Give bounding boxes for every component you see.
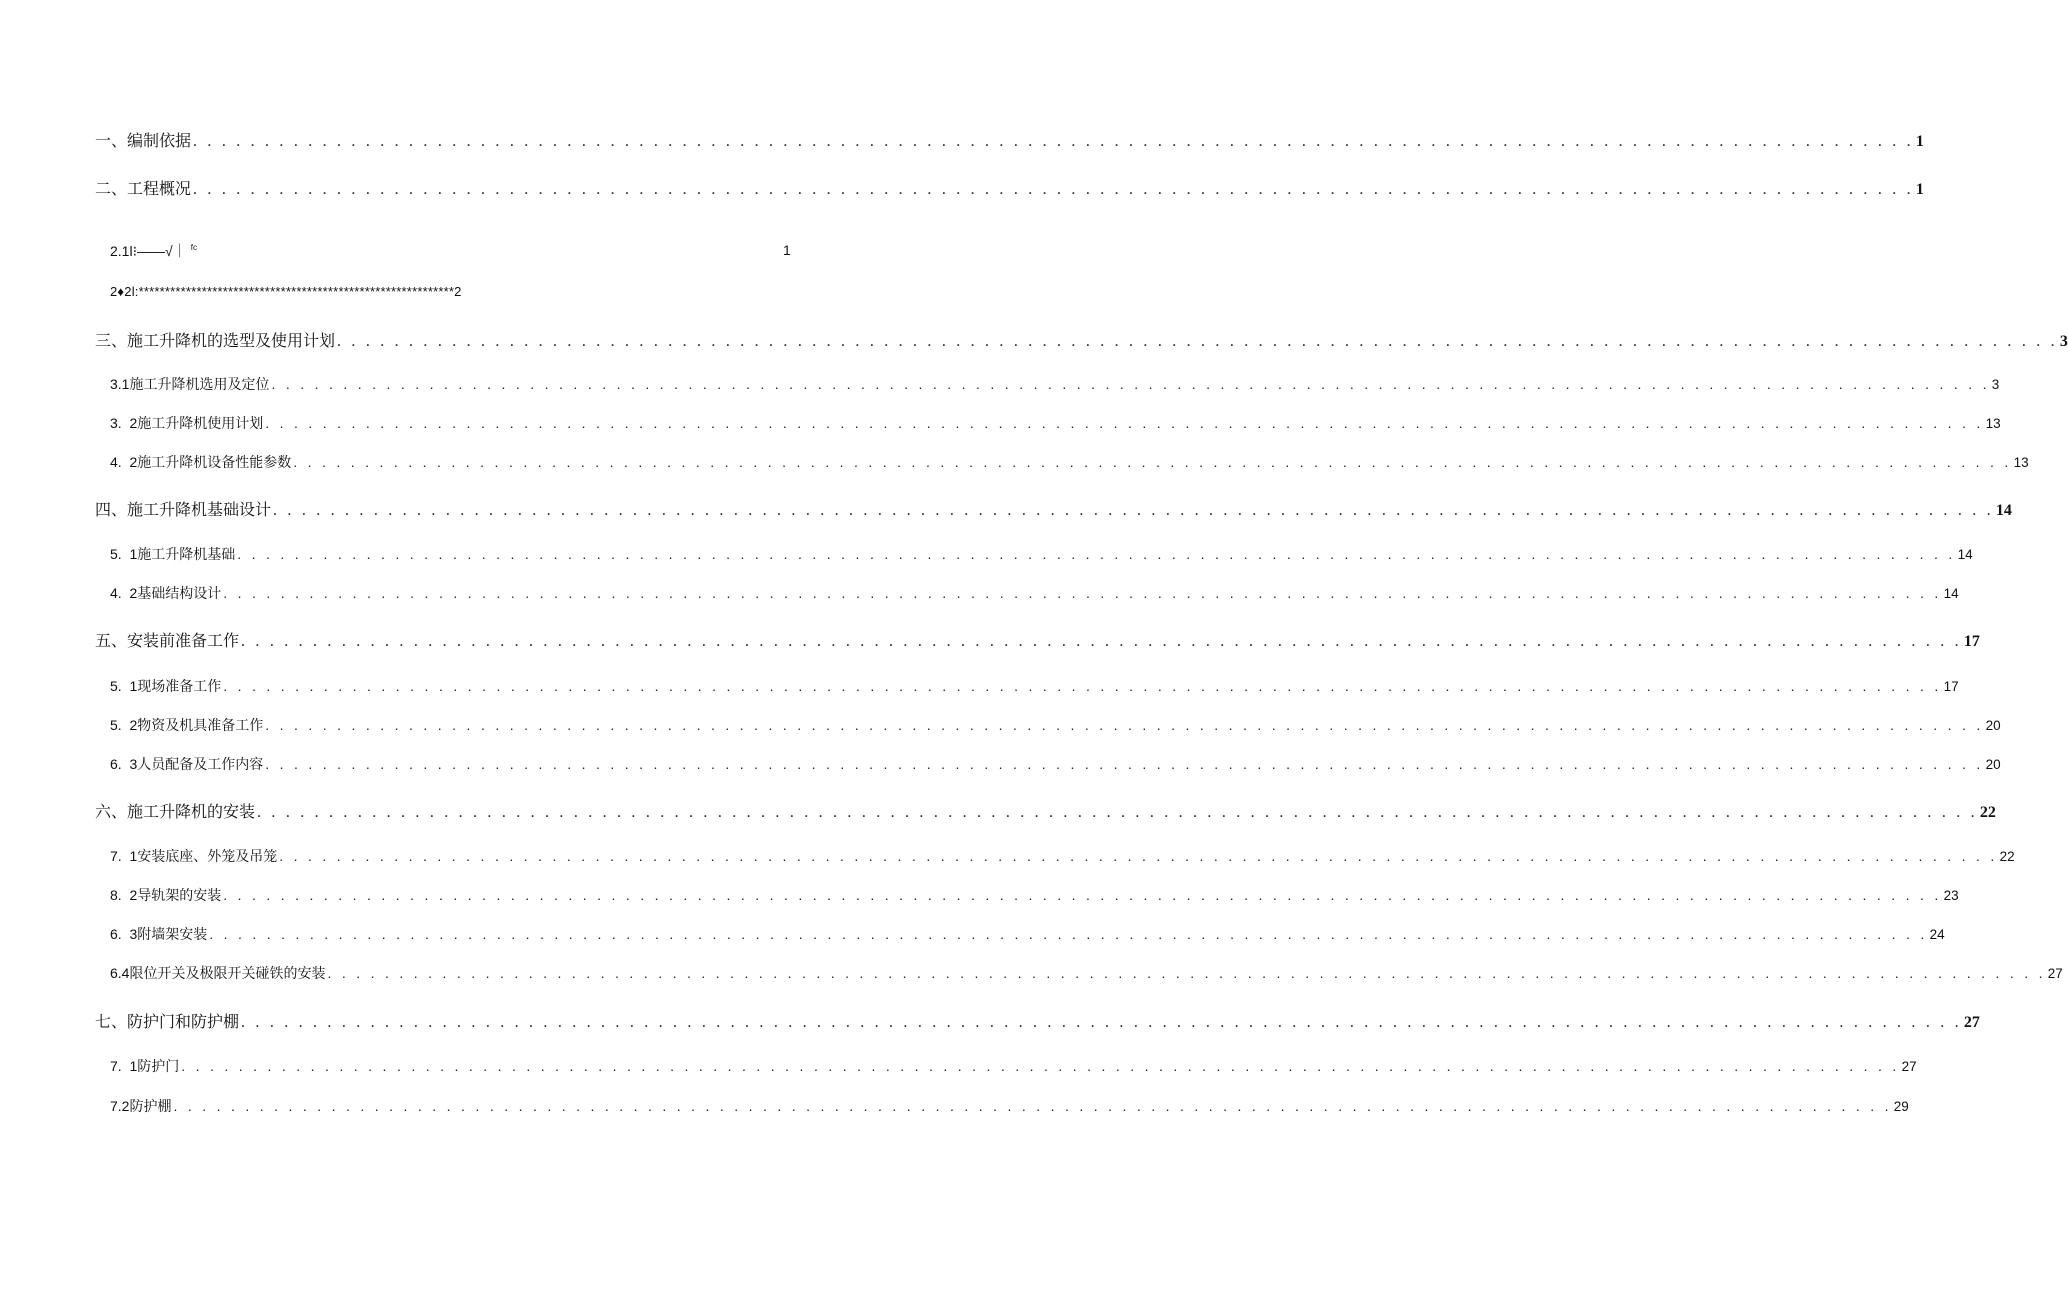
toc-entry-garbled-2-2[interactable]: 2♦2l:************************************************************2	[110, 284, 462, 299]
toc-entry-section[interactable]	[0, 1056, 1917, 1076]
toc-leader: . . . . . . . . . . . . . . . . . . . . . . . . . . . . . . . . . . . . . . . . . . . . . . . . . . . . . . . . . . . . . . . . . . . . . . . . . . . . . . . . . . . . . . . . . . . . . . . . . . . . . . . . . . . . . . . . . . . . . . . .	[337, 333, 2058, 350]
toc-page-number: 14	[1943, 586, 1959, 601]
toc-leader: . . . . . . . . . . . . . . . . . . . . . . . . . . . . . . . . . . . . . . . . . . . . . . . . . . . . . . . . . . . . . . . . . . . . . . . . . . . . . . . . . . . . . . . . . . . . . . . . . . . . . . . . . . . . . . . . . . . . . . . .	[241, 1014, 1962, 1031]
garbled-mark: ⁝——√｜	[132, 243, 187, 259]
toc-leader: . . . . . . . . . . . . . . . . . . . . . . . . . . . . . . . . . . . . . . . . . . . . . . . . . . . . . . . . . . . . . . . . . . . . . . . . . . . . . . . . . . . . . . . . . . . . . . . . . . . . . . . . . . . . . . . . . . . . . . . .	[273, 502, 1994, 519]
garbled-text: 2.1l	[110, 243, 133, 259]
toc-entry-title: 5. 1现场准备工作	[110, 678, 222, 694]
toc-entry-title: 7. 1安装底座、外笼及吊笼	[110, 848, 278, 864]
toc-entry-section[interactable]	[0, 544, 1973, 564]
toc-page-number: 13	[2013, 455, 2029, 470]
toc-page-number: 22	[1999, 849, 2015, 864]
toc-leader: . . . . . . . . . . . . . . . . . . . . . . . . . . . . . . . . . . . . . . . . . . . . . . . . . . . . . . . . . . . . . . . . . . . . . . . . . . . . . . . . . . . . . . . . . . . . . . . . . . . . . . . . . . . . . . . . . . . . . . . .	[193, 181, 1914, 198]
toc-entry-chapter-3[interactable]	[0, 328, 2068, 351]
toc-leader: . . . . . . . . . . . . . . . . . . . . . . . . . . . . . . . . . . . . . . . . . . . . . . . . . . . . . . . . . . . . . . . . . . . . . . . . . . . . . . . . . . . . . . . . . . . . . . . . . . . . . . . . . . . . . . . . . . . . . . . .	[271, 376, 1990, 392]
toc-entry-title: 一、编制依据	[95, 131, 192, 150]
toc-entry-title: 六、施工升降机的安装	[95, 802, 256, 821]
toc-entry-title: 三、施工升降机的选型及使用计划	[95, 331, 336, 350]
toc-entry-title: 8. 2导轨架的安装	[110, 887, 222, 903]
toc-entry-section[interactable]	[0, 754, 2001, 774]
toc-page-number: 1	[783, 242, 791, 258]
toc-entry-title: 二、工程概况	[95, 179, 192, 198]
toc-entry-title: 五、安装前准备工作	[95, 631, 240, 650]
toc-entry-chapter-1[interactable]	[0, 128, 1924, 151]
toc-entry-title: 5. 1施工升降机基础	[110, 546, 236, 562]
toc-leader: . . . . . . . . . . . . . . . . . . . . . . . . . . . . . . . . . . . . . . . . . . . . . . . . . . . . . . . . . . . . . . . . . . . . . . . . . . . . . . . . . . . . . . . . . . . . . . . . . . . . . . . . . . . . . . . . . . . . . . . .	[223, 585, 1942, 601]
toc-entry-section[interactable]	[0, 885, 1959, 905]
toc-page-number: 13	[1985, 416, 2001, 431]
toc-entry-title: 6.4限位开关及极限开关碰铁的安装	[110, 965, 326, 981]
toc-leader: . . . . . . . . . . . . . . . . . . . . . . . . . . . . . . . . . . . . . . . . . . . . . . . . . . . . . . . . . . . . . . . . . . . . . . . . . . . . . . . . . . . . . . . . . . . . . . . . . . . . . . . . . . . . . . . . . . . . . . . .	[265, 717, 1984, 733]
toc-entry-chapter-5[interactable]	[0, 628, 1980, 651]
toc-page-number: 3	[1991, 377, 2000, 392]
toc-page-number: 14	[1995, 502, 2012, 519]
toc-entry-title: 5. 2物资及机具准备工作	[110, 717, 264, 733]
toc-entry-section[interactable]	[0, 715, 2001, 735]
toc-leader: . . . . . . . . . . . . . . . . . . . . . . . . . . . . . . . . . . . . . . . . . . . . . . . . . . . . . . . . . . . . . . . . . . . . . . . . . . . . . . . . . . . . . . . . . . . . . . . . . . . . . . . . . . . . . . . . . . . . . . . .	[237, 546, 1956, 562]
toc-entry-title: 7. 1防护门	[110, 1058, 180, 1074]
toc-leader: . . . . . . . . . . . . . . . . . . . . . . . . . . . . . . . . . . . . . . . . . . . . . . . . . . . . . . . . . . . . . . . . . . . . . . . . . . . . . . . . . . . . . . . . . . . . . . . . . . . . . . . . . . . . . . . . . . . . . . . .	[279, 848, 1998, 864]
toc-leader: . . . . . . . . . . . . . . . . . . . . . . . . . . . . . . . . . . . . . . . . . . . . . . . . . . . . . . . . . . . . . . . . . . . . . . . . . . . . . . . . . . . . . . . . . . . . . . . . . . . . . . . . . . . . . . . . . . . . . . . .	[193, 133, 1914, 150]
toc-entry-title: 4. 2基础结构设计	[110, 585, 222, 601]
toc-page-number: 14	[1957, 547, 1973, 562]
toc-page-number: 3	[2059, 333, 2068, 350]
toc-leader: . . . . . . . . . . . . . . . . . . . . . . . . . . . . . . . . . . . . . . . . . . . . . . . . . . . . . . . . . . . . . . . . . . . . . . . . . . . . . . . . . . . . . . . . . . . . . . . . . . . . . . . . . . . . . . . . . . . . . . . .	[257, 804, 1978, 821]
garbled-superscript: fc	[190, 243, 197, 252]
toc-page-number: 23	[1943, 888, 1959, 903]
toc-leader: . . . . . . . . . . . . . . . . . . . . . . . . . . . . . . . . . . . . . . . . . . . . . . . . . . . . . . . . . . . . . . . . . . . . . . . . . . . . . . . . . . . . . . . . . . . . . . . . . . . . . . . . . . . . . . . . . . . . . . . .	[181, 1058, 1900, 1074]
toc-leader: . . . . . . . . . . . . . . . . . . . . . . . . . . . . . . . . . . . . . . . . . . . . . . . . . . . . . . . . . . . . . . . . . . . . . . . . . . . . . . . . . . . . . . . . . . . . . . . . . . . . . . . . . . . . . . . . . . . . . . . .	[265, 756, 1984, 772]
toc-leader: . . . . . . . . . . . . . . . . . . . . . . . . . . . . . . . . . . . . . . . . . . . . . . . . . . . . . . . . . . . . . . . . . . . . . . . . . . . . . . . . . . . . . . . . . . . . . . . . . . . . . . . . . . . . . . . . . . . . . . . .	[223, 678, 1942, 694]
toc-page-number: 1	[1915, 181, 1924, 198]
toc-page-number: 27	[2047, 966, 2063, 981]
toc-entry-title: 6. 3附墙架安装	[110, 926, 208, 942]
toc-page-number: 27	[1901, 1059, 1917, 1074]
toc-entry-section[interactable]	[0, 676, 1959, 696]
toc-entry-title: 6. 3人员配备及工作内容	[110, 756, 264, 772]
toc-entry-title: 4. 2施工升降机设备性能参数	[110, 454, 292, 470]
toc-page-number: 17	[1963, 633, 1980, 650]
toc-entry-chapter-4[interactable]	[0, 497, 2012, 520]
toc-entry-section[interactable]	[0, 1096, 1909, 1116]
toc-entry-section[interactable]	[0, 963, 2063, 983]
toc-entry-section[interactable]	[0, 452, 2029, 472]
toc-page-number: 17	[1943, 679, 1959, 694]
toc-page-number: 24	[1929, 927, 1945, 942]
toc-leader: . . . . . . . . . . . . . . . . . . . . . . . . . . . . . . . . . . . . . . . . . . . . . . . . . . . . . . . . . . . . . . . . . . . . . . . . . . . . . . . . . . . . . . . . . . . . . . . . . . . . . . . . . . . . . . . . . . . . . . . .	[173, 1098, 1892, 1114]
toc-page-number: 27	[1963, 1014, 1980, 1031]
toc-leader: . . . . . . . . . . . . . . . . . . . . . . . . . . . . . . . . . . . . . . . . . . . . . . . . . . . . . . . . . . . . . . . . . . . . . . . . . . . . . . . . . . . . . . . . . . . . . . . . . . . . . . . . . . . . . . . . . . . . . . . .	[209, 926, 1928, 942]
toc-leader: . . . . . . . . . . . . . . . . . . . . . . . . . . . . . . . . . . . . . . . . . . . . . . . . . . . . . . . . . . . . . . . . . . . . . . . . . . . . . . . . . . . . . . . . . . . . . . . . . . . . . . . . . . . . . . . . . . . . . . . .	[327, 965, 2046, 981]
toc-entry-title: 7.2防护棚	[110, 1098, 172, 1114]
toc-leader: . . . . . . . . . . . . . . . . . . . . . . . . . . . . . . . . . . . . . . . . . . . . . . . . . . . . . . . . . . . . . . . . . . . . . . . . . . . . . . . . . . . . . . . . . . . . . . . . . . . . . . . . . . . . . . . . . . . . . . . .	[293, 454, 2012, 470]
toc-entry-title: 四、施工升降机基础设计	[95, 500, 272, 519]
toc-page-number: 20	[1985, 718, 2001, 733]
toc-leader: . . . . . . . . . . . . . . . . . . . . . . . . . . . . . . . . . . . . . . . . . . . . . . . . . . . . . . . . . . . . . . . . . . . . . . . . . . . . . . . . . . . . . . . . . . . . . . . . . . . . . . . . . . . . . . . . . . . . . . . .	[241, 633, 1962, 650]
toc-entry-section[interactable]	[0, 374, 2000, 394]
toc-entry-chapter-6[interactable]	[0, 799, 1996, 822]
toc-entry-chapter-2[interactable]	[0, 176, 1924, 199]
toc-entry-section[interactable]	[0, 924, 1945, 944]
toc-page-number: 29	[1893, 1099, 1909, 1114]
toc-entry-chapter-7[interactable]	[0, 1009, 1980, 1032]
toc-page-number: 20	[1985, 757, 2001, 772]
toc-entry-section[interactable]	[0, 583, 1959, 603]
toc-page-number: 1	[1915, 133, 1924, 150]
toc-entry-section[interactable]	[0, 846, 2015, 866]
toc-entry-title: 七、防护门和防护棚	[95, 1012, 240, 1031]
toc-entry-section[interactable]	[0, 413, 2001, 433]
toc-entry-title: 3.1施工升降机选用及定位	[110, 376, 270, 392]
toc-leader: . . . . . . . . . . . . . . . . . . . . . . . . . . . . . . . . . . . . . . . . . . . . . . . . . . . . . . . . . . . . . . . . . . . . . . . . . . . . . . . . . . . . . . . . . . . . . . . . . . . . . . . . . . . . . . . . . . . . . . . .	[265, 415, 1984, 431]
toc-entry-garbled-2-1[interactable]	[110, 241, 197, 261]
toc-page-number: 22	[1979, 804, 1996, 821]
toc-entry-title: 3. 2施工升降机使用计划	[110, 415, 264, 431]
toc-leader: . . . . . . . . . . . . . . . . . . . . . . . . . . . . . . . . . . . . . . . . . . . . . . . . . . . . . . . . . . . . . . . . . . . . . . . . . . . . . . . . . . . . . . . . . . . . . . . . . . . . . . . . . . . . . . . . . . . . . . . .	[223, 887, 1942, 903]
